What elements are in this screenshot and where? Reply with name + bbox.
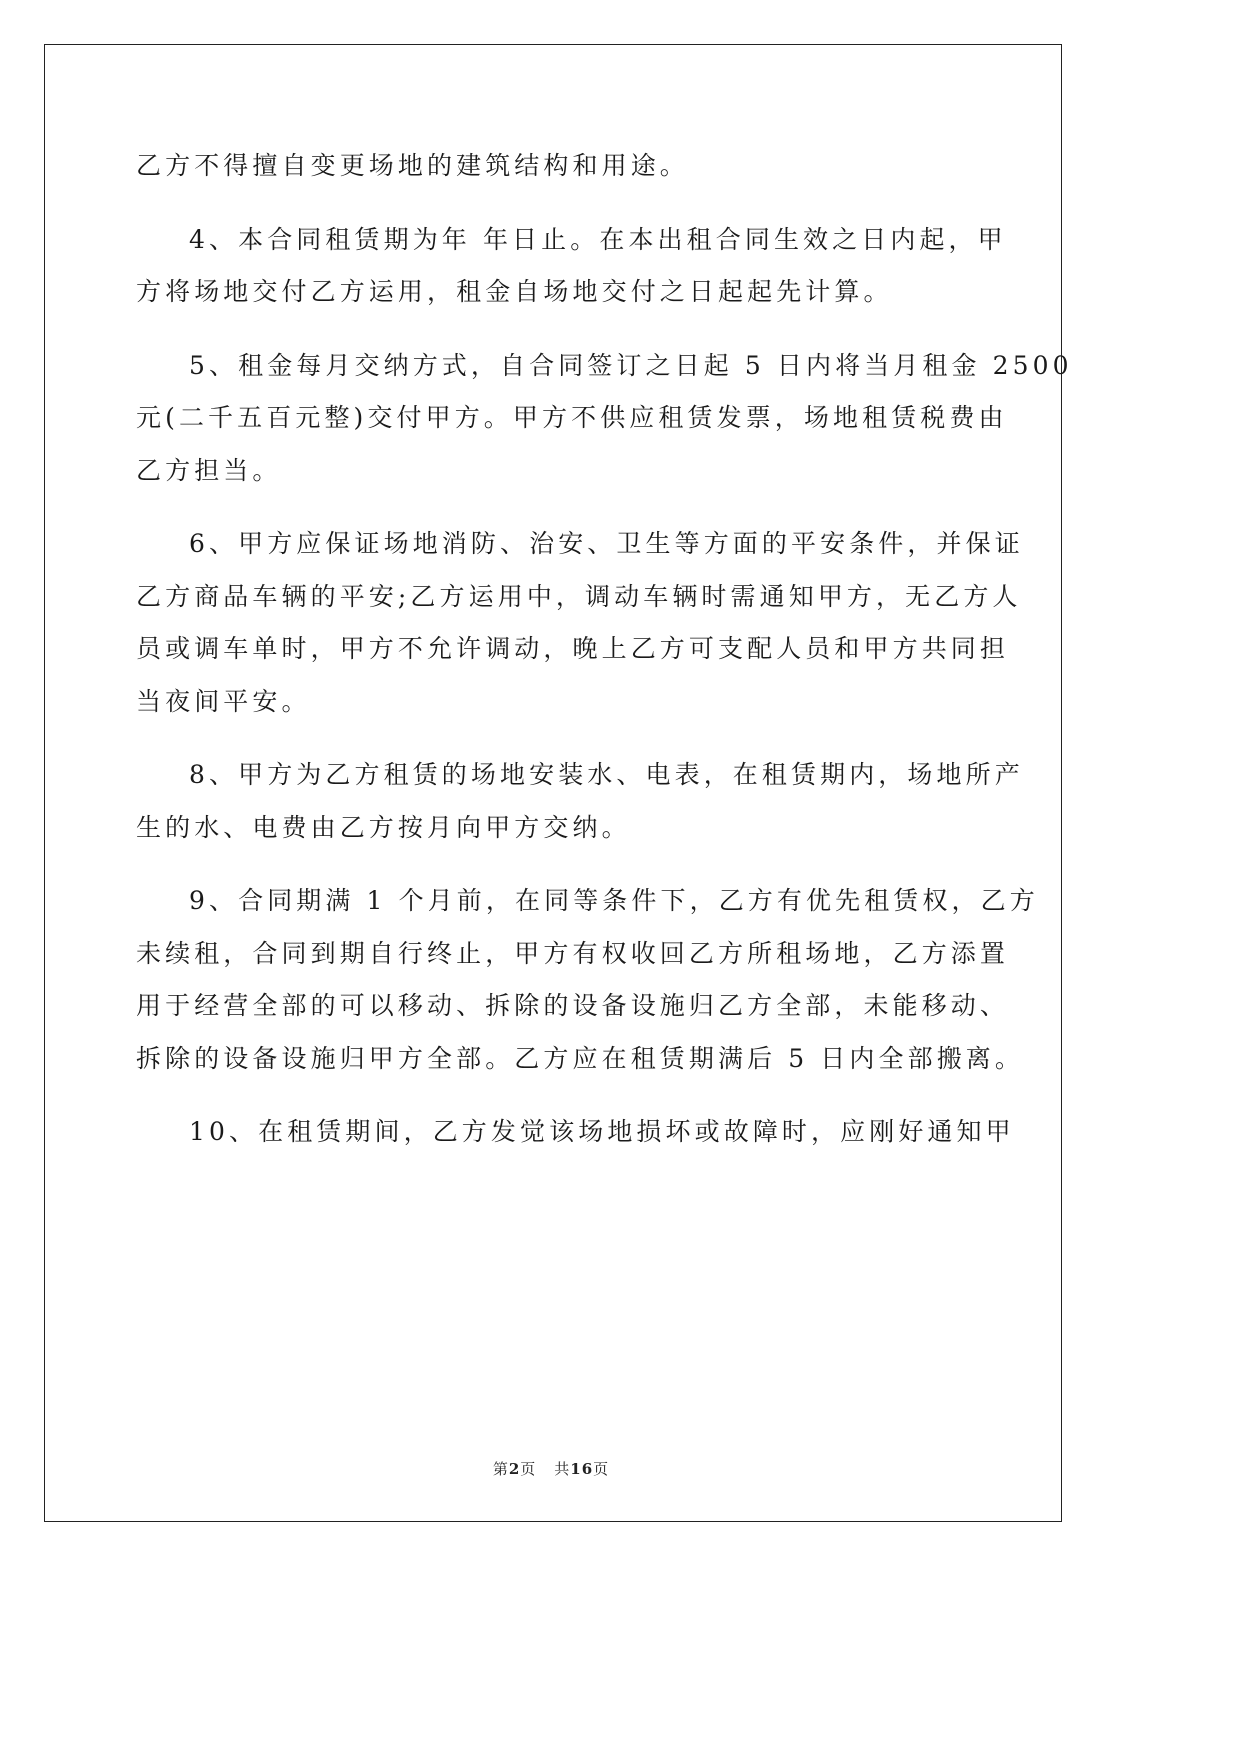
page-footer [0,1458,1102,1479]
text-line: 5、租金每月交纳方式，自合同签订之日起 5 日内将当月租金 2500 [189,350,1073,380]
page-unit: 页 [520,1460,537,1478]
text-line: 元(二千五百元整)交付甲方。甲方不供应租赁发票，场地租赁税费由 [136,403,1008,432]
page-total: 16 [570,1460,594,1478]
text-line: 乙方不得擅自变更场地的建筑结构和用途。 [136,151,689,180]
text-line: 10、在租赁期间，乙方发觉该场地损坏或故障时，应刚好通知甲 [189,1117,1015,1146]
text-line: 员或调车单时，甲方不允许调动，晚上乙方可支配人员和甲方共同担 [136,634,1010,663]
text-line: 用于经营全部的可以移动、拆除的设备设施归乙方全部，未能移动、 [136,991,1010,1020]
text-line: 6、甲方应保证场地消防、治安、卫生等方面的平安条件，并保证 [189,529,1024,558]
text-line: 生的水、电费由乙方按月向甲方交纳。 [136,812,631,842]
text-line: 乙方商品车辆的平安;乙方运用中，调动车辆时需通知甲方，无乙方人 [136,581,1022,611]
text-line: 8、甲方为乙方租赁的场地安装水、电表，在租赁期内，场地所产 [189,760,1024,789]
text-line: 未续租，合同到期自行终止，甲方有权收回乙方所租场地，乙方添置 [136,938,1010,968]
page-prefix: 第 [492,1460,509,1478]
text-line: 9、合同期满 1 个月前，在同等条件下，乙方有优先租赁权，乙方 [189,886,1039,915]
text-line: 4、本合同租赁期为年 年日止。在本出租合同生效之日内起，甲 [189,224,1007,254]
text-line: 拆除的设备设施归甲方全部。乙方应在租赁期满后 5 日内全部搬离。 [136,1043,1025,1073]
page-number: 2 [508,1460,521,1478]
text-line: 方将场地交付乙方运用，租金自场地交付之日起起先计算。 [136,277,893,306]
total-prefix: 共 [554,1460,571,1478]
document-body [136,140,1073,1159]
text-line: 当夜间平安。 [136,686,311,716]
total-unit: 页 [593,1460,610,1478]
text-line: 乙方担当。 [136,455,282,485]
